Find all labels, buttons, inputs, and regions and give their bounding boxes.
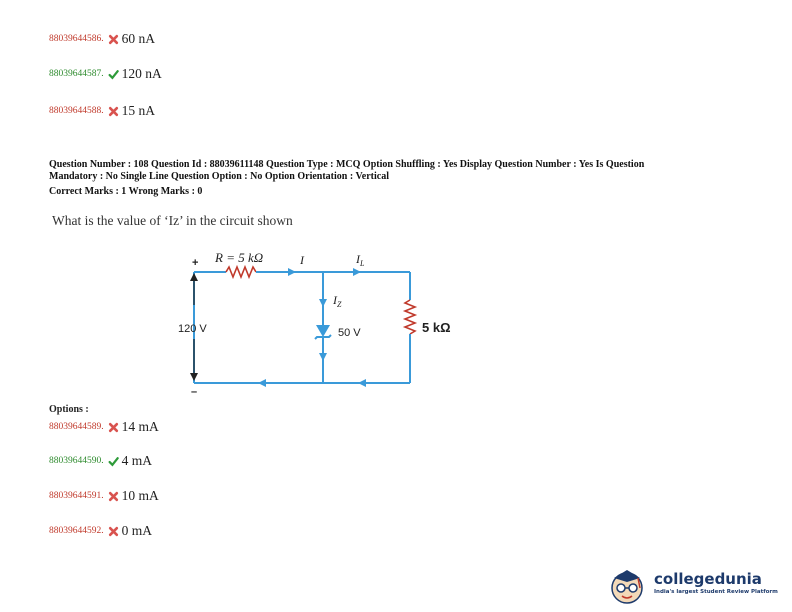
- option-value: 14 mA: [121, 419, 159, 434]
- option-id: 88039644590.: [49, 456, 104, 466]
- option-value: 4 mA: [121, 453, 152, 468]
- check-icon: [108, 456, 119, 467]
- collegedunia-logo: [604, 566, 790, 606]
- option-id: 88039644589.: [49, 422, 104, 432]
- plus-terminal-label: +: [192, 257, 199, 269]
- logo-tagline: India's largest Student Review Platform: [654, 589, 778, 595]
- prev-option-3: [49, 103, 155, 119]
- mascot-icon: [604, 566, 650, 606]
- question-meta-line1: Question Number : 108 Question Id : 88039611148 Question Type : MCQ Option Shuffling : Yes Display Question Number : Yes Is Question: [49, 159, 645, 170]
- current-il-label: $I_L$: [356, 252, 365, 268]
- option-value: 15 nA: [121, 103, 155, 118]
- minus-terminal-label: –: [191, 386, 198, 398]
- option-3: [49, 488, 159, 504]
- prev-option-1: [49, 31, 155, 47]
- current-i-label: I: [300, 253, 304, 267]
- option-id: 88039644586.: [49, 34, 104, 44]
- logo-brand: collegedunia: [654, 570, 762, 588]
- option-id: 88039644588.: [49, 106, 104, 116]
- current-iz-label: $I_Z$: [333, 293, 342, 309]
- load-resistor-label: 5 kΩ: [422, 320, 451, 335]
- question-marks: Correct Marks : 1 Wrong Marks : 0: [49, 186, 203, 197]
- cross-icon: [108, 106, 119, 117]
- cross-icon: [108, 34, 119, 45]
- check-icon: [108, 69, 119, 80]
- option-id: 88039644591.: [49, 491, 104, 501]
- cross-icon: [108, 422, 119, 433]
- prev-option-2: [49, 66, 162, 82]
- zener-voltage-label: 50 V: [338, 327, 361, 339]
- question-text: What is the value of ‘Iz’ in the circuit shown: [52, 213, 293, 228]
- option-4: [49, 523, 152, 539]
- option-value: 0 mA: [121, 523, 152, 538]
- option-id: 88039644592.: [49, 526, 104, 536]
- option-value: 120 nA: [121, 66, 162, 81]
- options-label: Options :: [49, 404, 89, 415]
- circuit-diagram: [170, 243, 480, 398]
- option-1: [49, 419, 159, 435]
- option-id: 88039644587.: [49, 69, 104, 79]
- resistor-label: R = 5 kΩ: [215, 250, 264, 265]
- question-meta-line2: Mandatory : No Single Line Question Option : No Option Orientation : Vertical: [49, 171, 390, 182]
- cross-icon: [108, 526, 119, 537]
- cross-icon: [108, 491, 119, 502]
- option-2: [49, 453, 152, 469]
- source-voltage-label: 120 V: [178, 323, 207, 335]
- option-value: 10 mA: [121, 488, 159, 503]
- option-value: 60 nA: [121, 31, 155, 46]
